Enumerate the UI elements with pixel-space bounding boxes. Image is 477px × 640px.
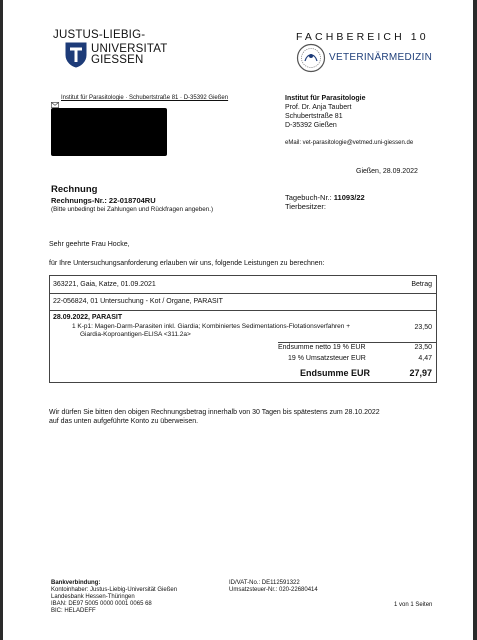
item-line-1: 1 K-p1: Magen-Darm-Parasiten inkl. Giardia; Kombiniertes Sedimentations-Flotationsverfahren + xyxy=(72,323,351,330)
invoice-number: Rechnungs-Nr.: 22-018704RU xyxy=(51,196,156,205)
items-block xyxy=(50,311,436,382)
institute-head: Prof. Dr. Anja Taubert xyxy=(285,104,352,111)
envelope-icon xyxy=(51,95,59,101)
tax-number: Umsatzsteuer-Nr.: 020-22680414 xyxy=(229,587,318,593)
department-title: FACHBEREICH 10 xyxy=(296,31,429,43)
section-title: 28.09.2022, PARASIT xyxy=(53,314,123,321)
invoice-date: Gießen, 28.09.2022 xyxy=(356,168,418,175)
journal-label: Tagebuch-Nr.: xyxy=(285,193,332,202)
institute-name: Institut für Parasitologie xyxy=(285,95,366,102)
payment-text-line2: auf das unten aufgeführte Konto zu überweisen. xyxy=(49,418,199,425)
bank-title: Bankverbindung: xyxy=(51,580,101,586)
faculty-seal-icon xyxy=(296,43,326,73)
patient-info: 363221, Gaia, Katze, 01.09.2021 xyxy=(53,281,156,288)
grand-total-label: Endsumme EUR xyxy=(300,368,371,378)
vat-label: 19 % Umsatzsteuer EUR xyxy=(288,355,366,362)
page-count: 1 von 1 Seiten xyxy=(394,602,433,608)
redacted-recipient-address xyxy=(51,108,167,156)
bank-line-2: Landesbank Hessen-Thüringen xyxy=(51,594,135,600)
item-line-2: Giardia-Koproantigen-ELISA <311.2a> xyxy=(80,331,191,338)
vat-id: ID/VAT-No.: DE112591322 xyxy=(229,580,300,586)
net-total-label: Endsumme netto 19 % EUR xyxy=(278,344,366,351)
case-row xyxy=(50,294,436,311)
university-logo xyxy=(53,30,178,72)
invoice-title: Rechnung xyxy=(51,184,98,195)
university-name-line2: UNIVERSITAT xyxy=(91,43,168,55)
vat-value: 4,47 xyxy=(418,355,432,362)
payment-text-line1: Wir dürfen Sie bitten den obigen Rechnungsbetrag innerhalb von 30 Tagen bis spätestens zum 28.10.2022 xyxy=(49,409,380,416)
faculty-name: VETERINÄRMEDIZIN xyxy=(329,52,433,63)
university-name-line3: GIESSEN xyxy=(91,54,144,66)
intro-text: für Ihre Untersuchungsanforderung erlauben wir uns, folgende Leistungen zu berechnen: xyxy=(49,260,325,267)
invoice-page xyxy=(3,0,473,640)
grand-total-value: 27,97 xyxy=(409,368,432,378)
sender-line: Institut für Parasitologie · Schubertstraße 81 · D-35392 Gießen xyxy=(61,95,229,101)
totals-divider xyxy=(278,342,436,343)
bank-line-3: IBAN: DE97 5005 0000 0001 0065 68 xyxy=(51,601,152,607)
owner-label: Tierbesitzer: xyxy=(285,202,326,211)
amount-header: Betrag xyxy=(411,281,432,288)
case-line: 22-056824, 01 Untersuchung - Kot / Organe, PARASIT xyxy=(53,298,223,305)
salutation: Sehr geehrte Frau Hocke, xyxy=(49,241,130,248)
net-total-value: 23,50 xyxy=(414,344,432,351)
invoice-note: (Bitte unbedingt bei Zahlungen und Rückfragen angeben.) xyxy=(51,206,214,213)
institute-email: eMail: vet-parasitologie@vetmed.uni-giessen.de xyxy=(285,140,414,146)
institute-city: D-35392 Gießen xyxy=(285,122,337,129)
bank-line-4: BIC: HELADEFF xyxy=(51,608,96,614)
journal-value: 11093/22 xyxy=(333,193,365,202)
journal-number xyxy=(285,193,365,202)
university-shield-icon xyxy=(65,42,87,68)
services-table xyxy=(49,275,437,383)
bank-line-1: Kontoinhaber: Justus-Liebig-Universität Gießen xyxy=(51,587,178,593)
table-header-row xyxy=(50,276,436,294)
item-amount: 23,50 xyxy=(414,324,432,331)
institute-street: Schubertstraße 81 xyxy=(285,113,343,120)
university-name-line1: JUSTUS-LIEBIG- xyxy=(53,29,146,41)
